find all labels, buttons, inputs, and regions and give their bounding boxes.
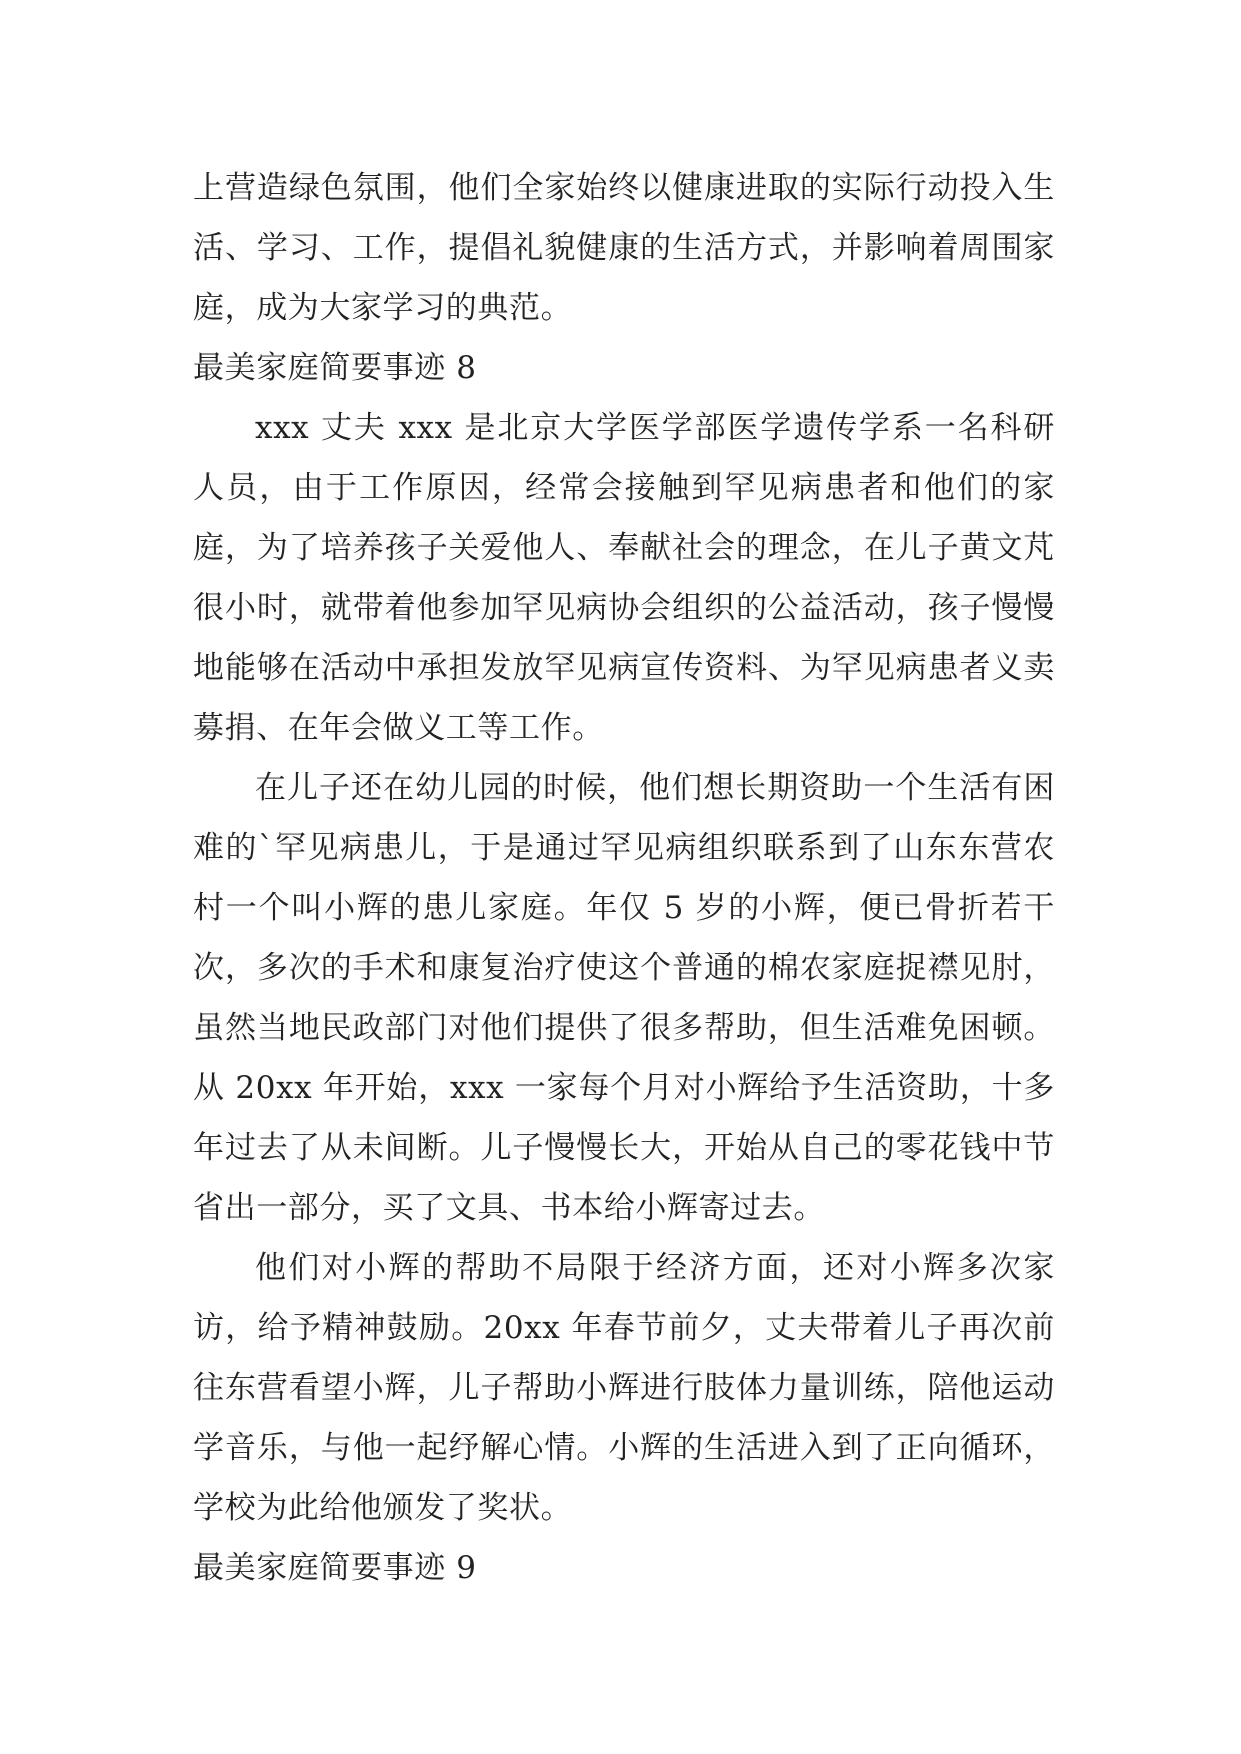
section-8-paragraph-2: 在儿子还在幼儿园的时候，他们想长期资助一个生活有困难的`罕见病患儿，于是通过罕见病组织联系到了山东东营农村一个叫小辉的患儿家庭。年仅 5 岁的小辉，便已骨折若干次，多次的手术和康复治疗使这个普通的棉农家庭捉襟见肘，虽然当地民政部门对他们提供了很多帮助，但生活难免困顿。从 20xx 年开始，xxx 一家每个月对小辉给予生活资助，十多年过去了从未间断。儿子慢慢长大，开始从自己的零花钱中节省出一部分，买了文具、书本给小辉寄过去。 xyxy=(193,770,1055,1226)
section-9-heading: 最美家庭简要事迹 9 xyxy=(193,1550,477,1586)
section-8-paragraph-1: xxx 丈夫 xxx 是北京大学医学部医学遗传学系一名科研人员，由于工作原因，经常会接触到罕见病患者和他们的家庭，为了培养孩子关爱他人、奉献社会的理念，在儿子黄文芃很小时，就带着他参加罕见病协会组织的公益活动，孩子慢慢地能够在活动中承担发放罕见病宣传资料、为罕见病患者义卖募捐、在年会做义工等工作。 xyxy=(193,410,1055,746)
document-body xyxy=(193,158,1055,1598)
section-8-heading: 最美家庭简要事迹 8 xyxy=(193,350,477,386)
section-8-paragraph-3: 他们对小辉的帮助不局限于经济方面，还对小辉多次家访，给予精神鼓励。20xx 年春节前夕，丈夫带着儿子再次前往东营看望小辉，儿子帮助小辉进行肢体力量训练，陪他运动学音乐，与他一起纾解心情。小辉的生活进入到了正向循环，学校为此给他颁发了奖状。 xyxy=(193,1250,1055,1526)
intro-paragraph: 上营造绿色氛围，他们全家始终以健康进取的实际行动投入生活、学习、工作，提倡礼貌健康的生活方式，并影响着周围家庭，成为大家学习的典范。 xyxy=(193,170,1055,326)
